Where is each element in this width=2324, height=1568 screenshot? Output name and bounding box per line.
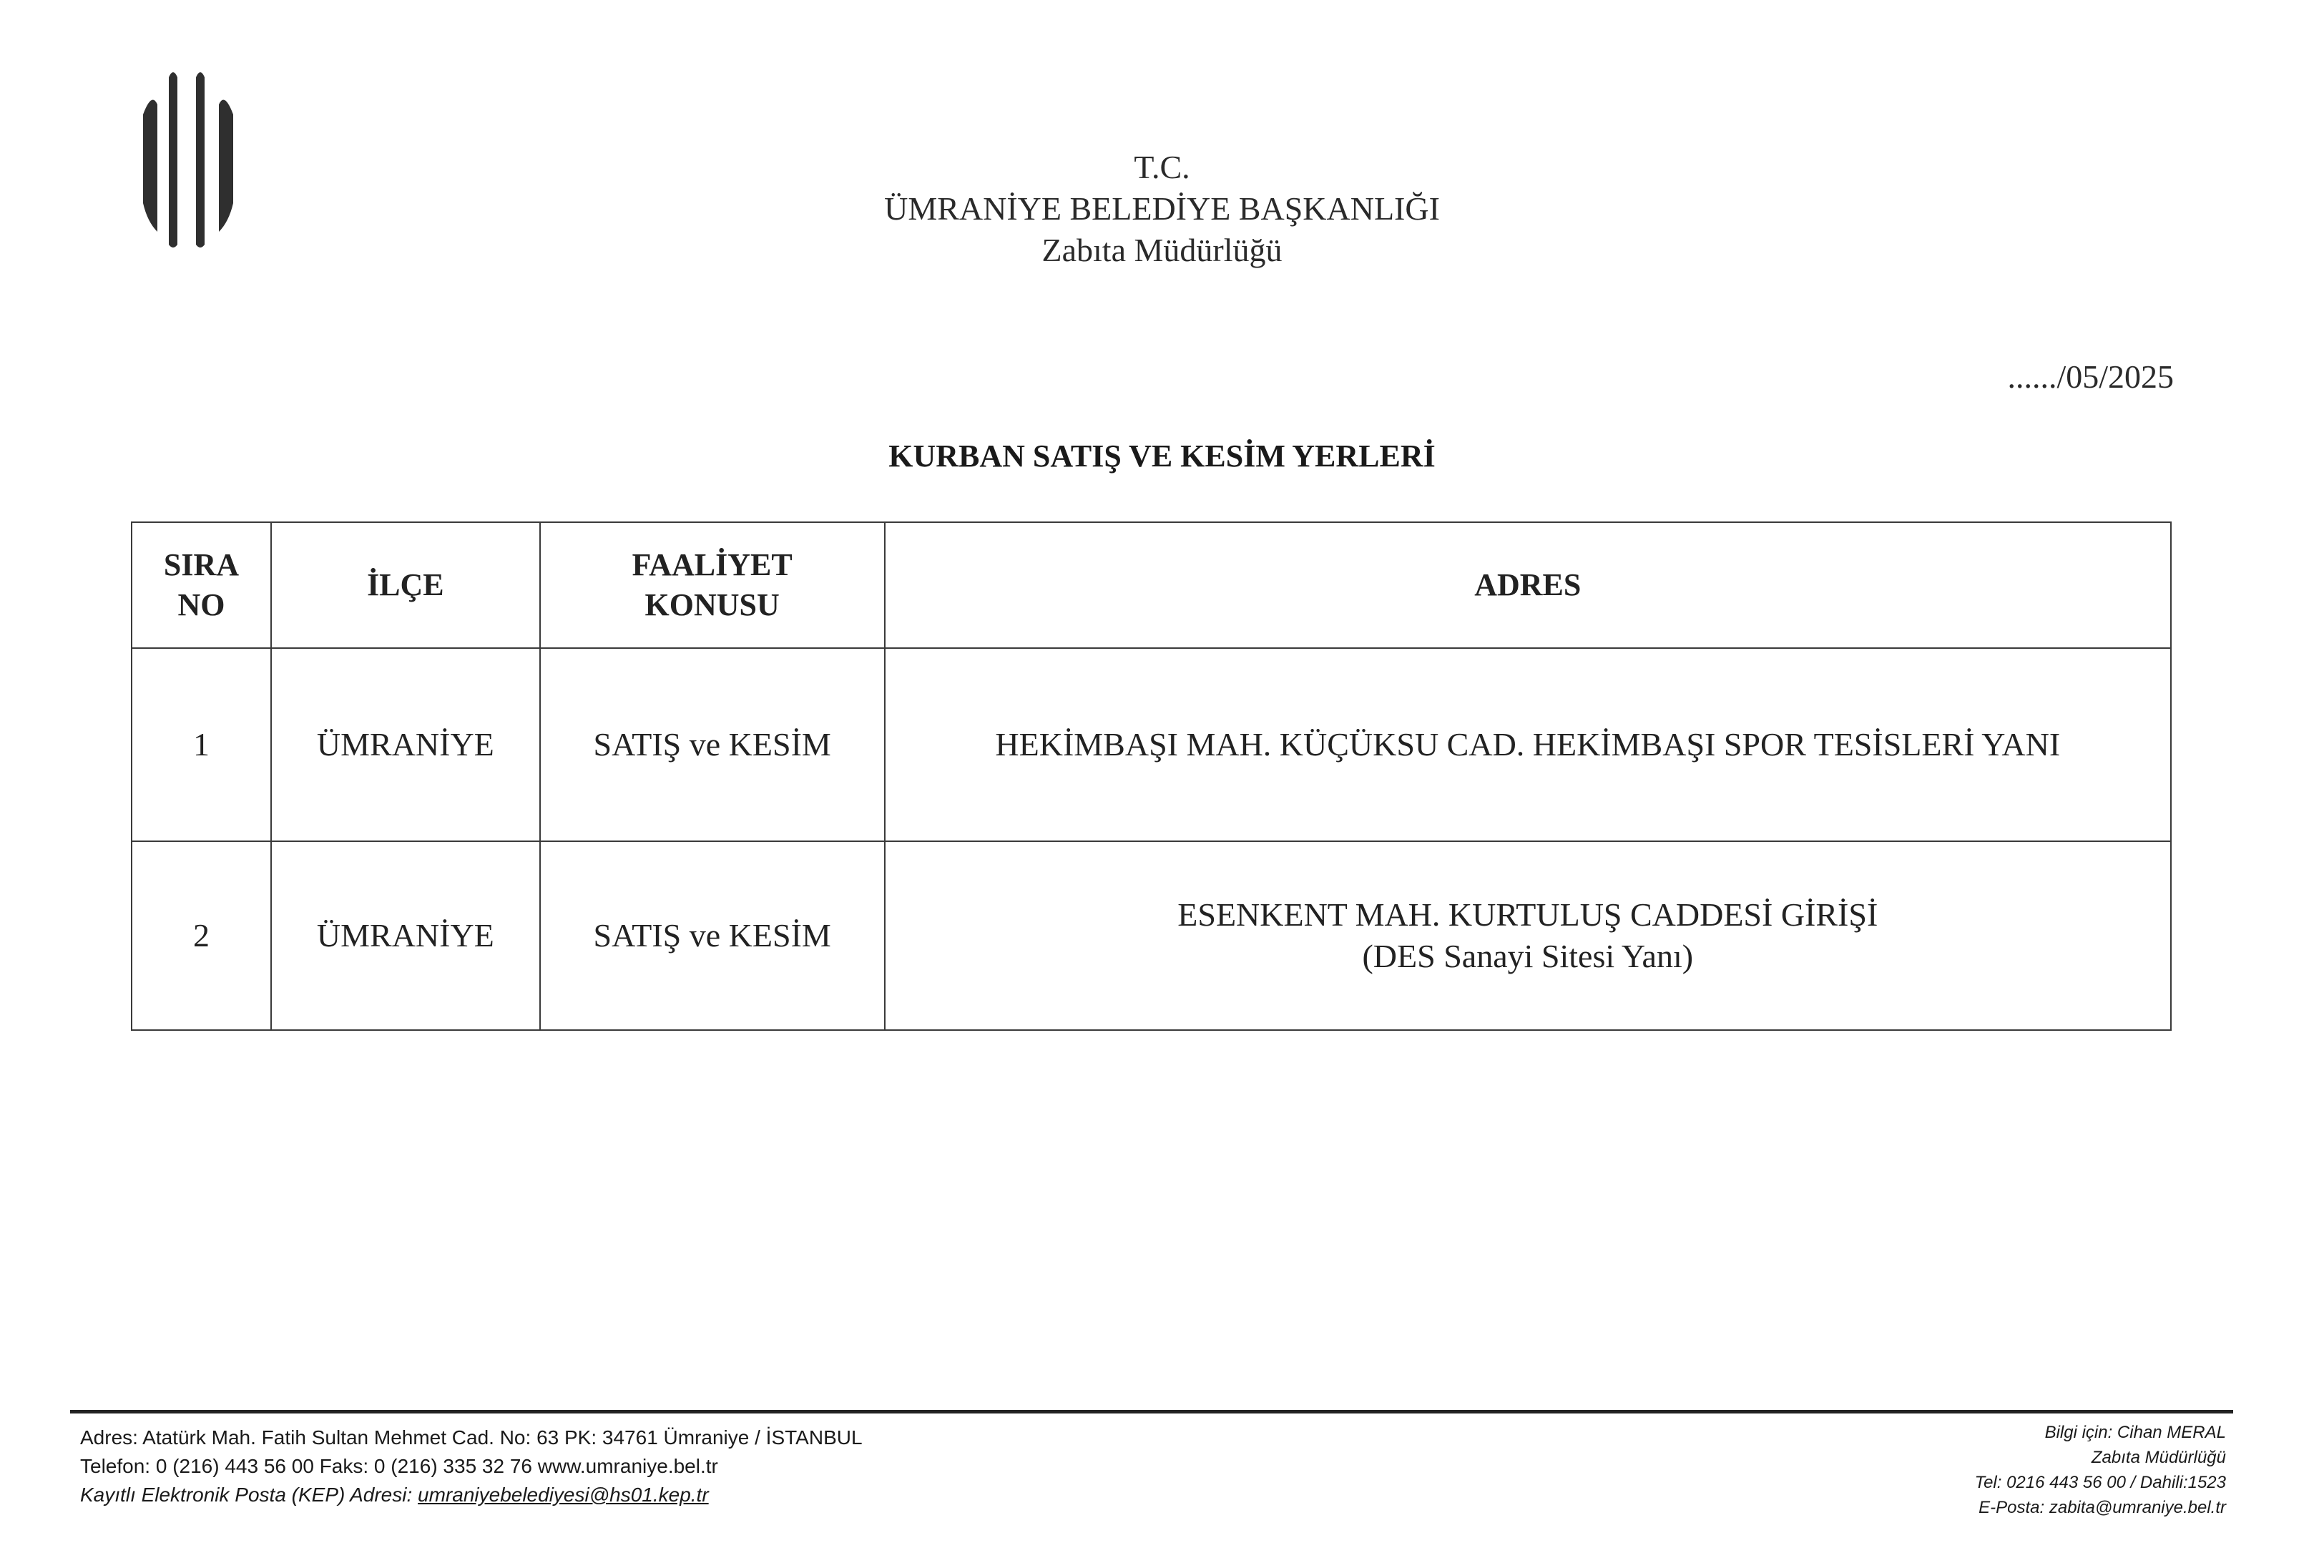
footer-info-email: E-Posta: zabita@umraniye.bel.tr: [1979, 1498, 2226, 1517]
header-ilce: İLÇE: [271, 522, 540, 648]
cell-ilce: ÜMRANİYE: [271, 648, 540, 841]
footer-address: Adres: Atatürk Mah. Fatih Sultan Mehmet Cad. No: 63 PK: 34761 Ümraniye / İSTANBUL: [80, 1426, 863, 1449]
footer-kep: [80, 1481, 863, 1509]
header-adres: ADRES: [885, 522, 2171, 648]
letterhead-tc: T.C.: [1134, 149, 1190, 185]
footer-info-department: Zabıta Müdürlüğü: [2091, 1448, 2226, 1467]
cell-ilce: ÜMRANİYE: [271, 841, 540, 1030]
footer-info-phone: Tel: 0216 443 56 00 / Dahili:1523: [1974, 1473, 2226, 1492]
letterhead-municipality: ÜMRANİYE BELEDİYE BAŞKANLIĞI: [884, 190, 1440, 227]
cell-faaliyet: SATIŞ ve KESİM: [540, 648, 885, 841]
table-row: [132, 841, 2171, 1030]
footer-info-contact-person: Bilgi için: Cihan MERAL: [2044, 1423, 2226, 1442]
table-row: [132, 648, 2171, 841]
header-faaliyet-konusu: FAALİYET KONUSU: [540, 522, 885, 648]
locations-table: [131, 521, 2172, 1031]
cell-adres: HEKİMBAŞI MAH. KÜÇÜKSU CAD. HEKİMBAŞI SPOR TESİSLERİ YANI: [885, 648, 2171, 841]
cell-faaliyet: SATIŞ ve KESİM: [540, 841, 885, 1030]
footer-kep-email-link[interactable]: umraniyebelediyesi@hs01.kep.tr: [418, 1484, 709, 1506]
table-header-row: [132, 522, 2171, 648]
footer-contact: [80, 1424, 863, 1509]
letterhead-department: Zabıta Müdürlüğü: [1041, 232, 1283, 268]
document-title: KURBAN SATIŞ VE KESİM YERLERİ: [888, 438, 1436, 474]
footer-phone: Telefon: 0 (216) 443 56 00 Faks: 0 (216) 335 32 76 www.umraniye.bel.tr: [80, 1455, 718, 1477]
letterhead: [0, 147, 2324, 271]
cell-no: 2: [132, 841, 271, 1030]
footer-kep-label: Kayıtlı Elektronik Posta (KEP) Adresi:: [80, 1484, 418, 1506]
cell-adres: ESENKENT MAH. KURTULUŞ CADDESİ GİRİŞİ (DES Sanayi Sitesi Yanı): [885, 841, 2171, 1030]
cell-no: 1: [132, 648, 271, 841]
document-date: ....../05/2025: [2007, 358, 2174, 395]
header-sira-no: SIRA NO: [132, 522, 271, 648]
footer-info: [1975, 1420, 2226, 1520]
footer-divider: [70, 1410, 2233, 1413]
